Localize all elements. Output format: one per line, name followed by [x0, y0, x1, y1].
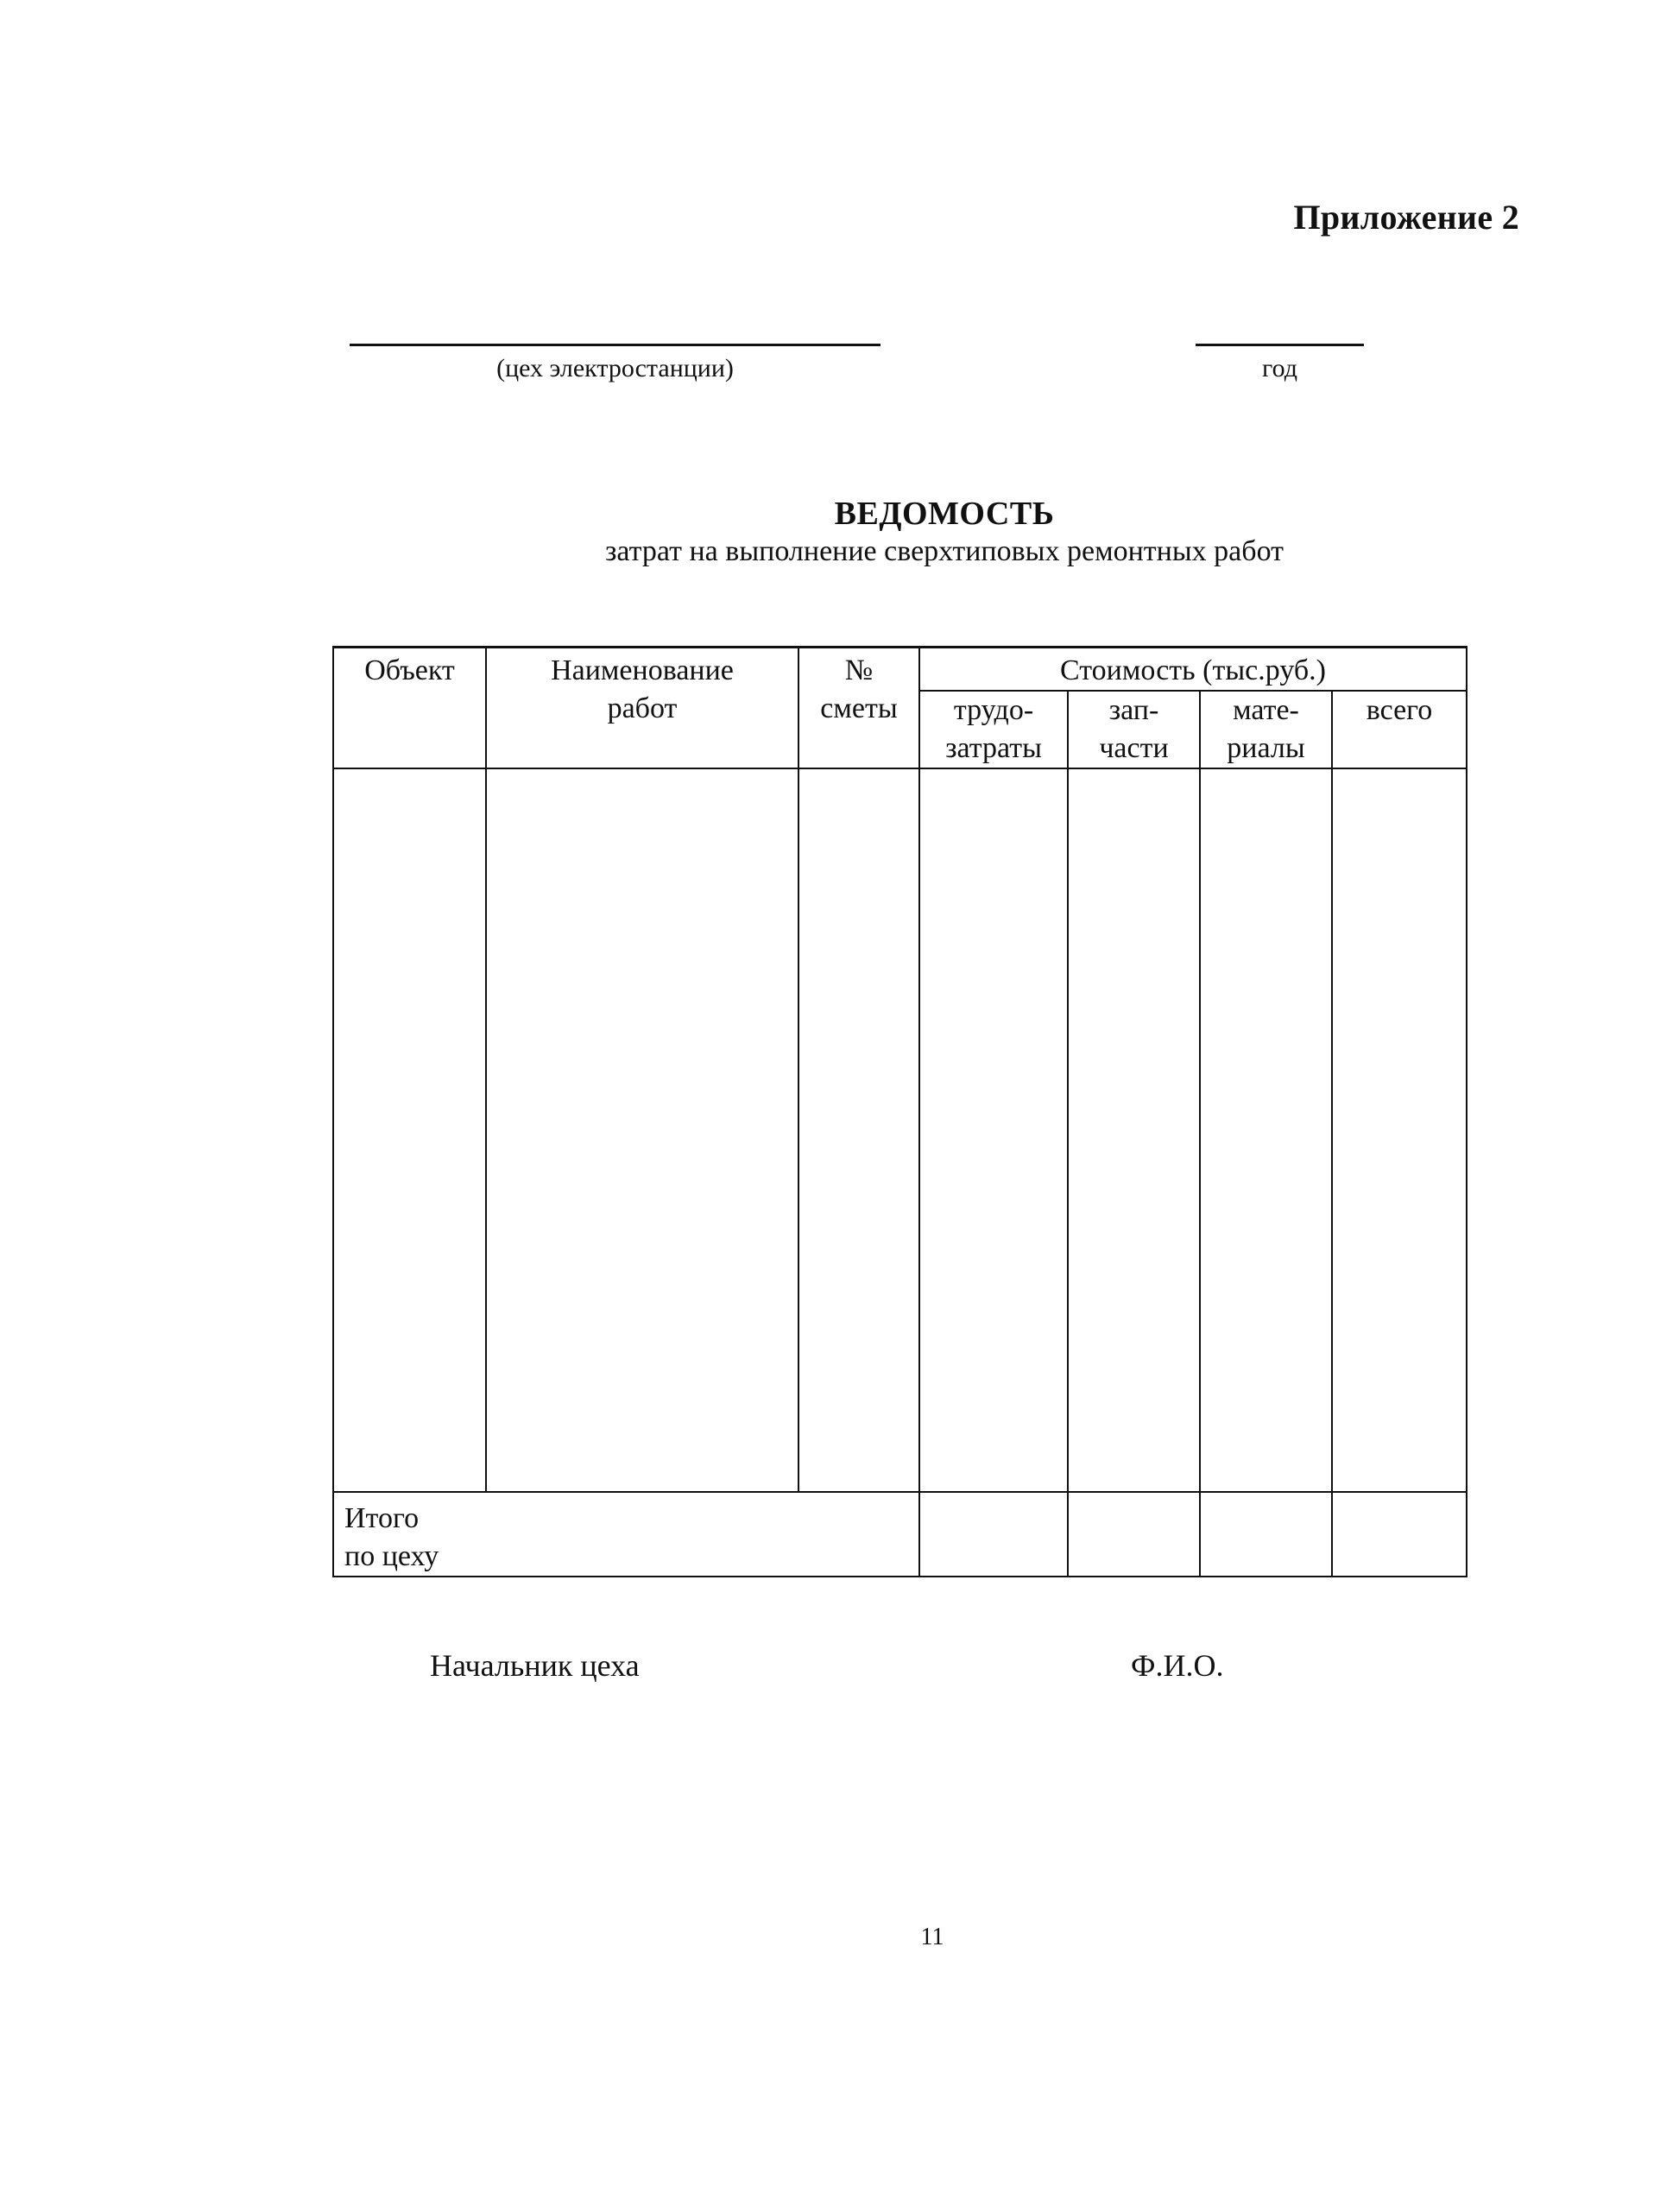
total-materials[interactable] [1200, 1492, 1332, 1577]
shop-caption: (цех электростанции) [496, 354, 734, 382]
year-line [1196, 344, 1364, 346]
total-row [333, 1492, 1467, 1577]
year-caption: год [1262, 354, 1297, 382]
cell-materials[interactable] [1200, 768, 1332, 1492]
cost-statement-table [332, 646, 1466, 1572]
appendix-label: Приложение 2 [1293, 198, 1519, 237]
header-spare-parts: зап- части [1068, 691, 1200, 768]
header-estimate-number: № сметы [798, 648, 919, 769]
document-title: ВЕДОМОСТЬ [834, 496, 1055, 532]
header-labor-costs: трудо- затраты [919, 691, 1068, 768]
document-subtitle: затрат на выполнение сверхтиповых ремонтных работ [605, 535, 1284, 567]
signature-position: Начальник цеха [430, 1648, 640, 1683]
header-cost-group: Стоимость (тыс.руб.) [919, 648, 1467, 692]
total-spare-parts[interactable] [1068, 1492, 1200, 1577]
table-row [333, 768, 1467, 1492]
total-labor-costs[interactable] [919, 1492, 1068, 1577]
total-label-cell [333, 1492, 919, 1577]
cell-object[interactable] [333, 768, 486, 1492]
total-sum[interactable] [1332, 1492, 1467, 1577]
total-label-line2: по цеху [344, 1540, 439, 1572]
cell-estimate-number[interactable] [798, 768, 919, 1492]
header-object: Объект [333, 648, 486, 769]
signature-name: Ф.И.О. [1131, 1648, 1224, 1683]
cell-labor-costs[interactable] [919, 768, 1068, 1492]
header-materials: мате- риалы [1200, 691, 1332, 768]
cell-works[interactable] [486, 768, 798, 1492]
page-number: 11 [920, 1924, 944, 1950]
header-works: Наименование работ [486, 648, 798, 769]
cell-total[interactable] [1332, 768, 1467, 1492]
header-total: всего [1332, 691, 1467, 768]
shop-name-line [350, 344, 880, 346]
cell-spare-parts[interactable] [1068, 768, 1200, 1492]
total-label-line1: Итого [344, 1502, 420, 1534]
